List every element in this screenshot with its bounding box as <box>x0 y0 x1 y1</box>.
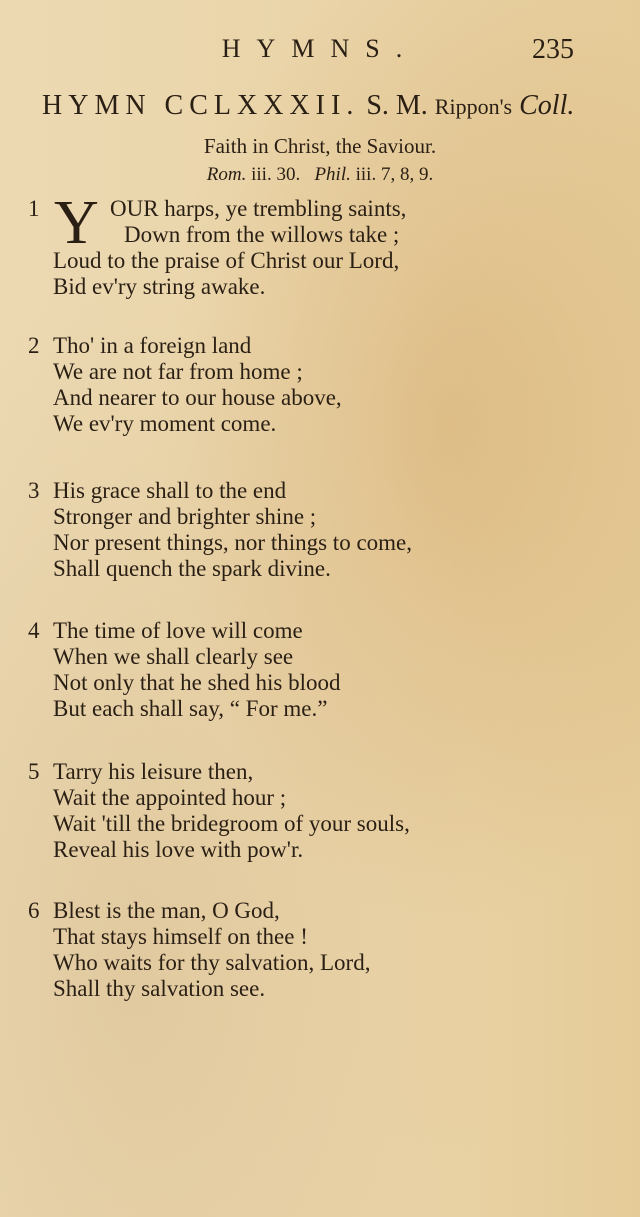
ref-rom-abbr: Rom. <box>206 164 247 185</box>
verse-line: Bid ev'ry string awake. <box>53 274 266 299</box>
scripture-references <box>0 164 640 186</box>
verse-line: And nearer to our house above, <box>53 385 342 410</box>
page-number: 235 <box>532 34 574 65</box>
drop-cap: Y <box>54 189 99 257</box>
verse-line: His grace shall to the end <box>53 478 287 503</box>
verse-line: Shall quench the spark divine. <box>53 556 331 581</box>
hymn-heading <box>42 90 574 122</box>
verse-line: Loud to the praise of Christ our Lord, <box>53 248 400 273</box>
stanza-number: 3 <box>28 478 40 503</box>
hymn-subtitle: Faith in Christ, the Saviour. <box>203 134 437 158</box>
ref-phil: iii. 7, 8, 9. <box>355 164 434 185</box>
verse-line: Reveal his love with pow'r. <box>53 837 304 862</box>
ref-phil-abbr: Phil. <box>314 164 351 185</box>
stanza-number: 5 <box>28 759 40 784</box>
stanza-6 <box>28 898 628 1002</box>
stanza-number: 4 <box>28 618 40 643</box>
verse-line: Not only that he shed his blood <box>53 670 341 695</box>
stanza-3 <box>28 478 628 582</box>
stanza-4 <box>28 618 628 722</box>
stanza-5 <box>28 759 628 863</box>
verse-line: Nor present things, nor things to come, <box>53 530 413 555</box>
stanza-number: 1 <box>28 196 40 221</box>
verse-line: Tarry his leisure then, <box>53 759 254 784</box>
verse-line: Who waits for thy salvation, Lord, <box>53 950 371 975</box>
verse-line: Tho' in a foreign land <box>53 333 252 358</box>
verse-line: We are not far from home ; <box>53 359 303 384</box>
hymn-source-name: Rippon's <box>434 94 513 119</box>
verse-line: Wait 'till the bridegroom of your souls, <box>53 811 410 836</box>
verse-line: Blest is the man, O God, <box>53 898 280 923</box>
verse-line: Stronger and brighter shine ; <box>53 504 317 529</box>
verse-line: When we shall clearly see <box>53 644 294 669</box>
hymn-number: HYMN CCLXXXII. <box>42 90 360 121</box>
verse-line: Down from the willows take ; <box>124 222 400 247</box>
stanza-number: 6 <box>28 898 40 923</box>
verse-line: We ev'ry moment come. <box>53 411 277 436</box>
verse-line: But each shall say, “ For me.” <box>53 696 328 721</box>
verse-line: Shall thy salvation see. <box>53 976 266 1001</box>
hymn-source-coll: Coll. <box>519 90 575 121</box>
hymn-meter: S. M. <box>366 90 428 121</box>
stanza-number: 2 <box>28 333 40 358</box>
running-head: HYMNS. <box>221 34 419 63</box>
verse-line: That stays himself on thee ! <box>53 924 308 949</box>
stanza-2 <box>28 333 628 437</box>
verse-line: The time of love will come <box>53 618 303 643</box>
verse-line: Wait the appointed hour ; <box>53 785 287 810</box>
verse-line: OUR harps, ye trembling saints, <box>110 196 407 221</box>
ref-rom: iii. 30. <box>251 164 301 185</box>
stanza-1 <box>28 196 628 300</box>
